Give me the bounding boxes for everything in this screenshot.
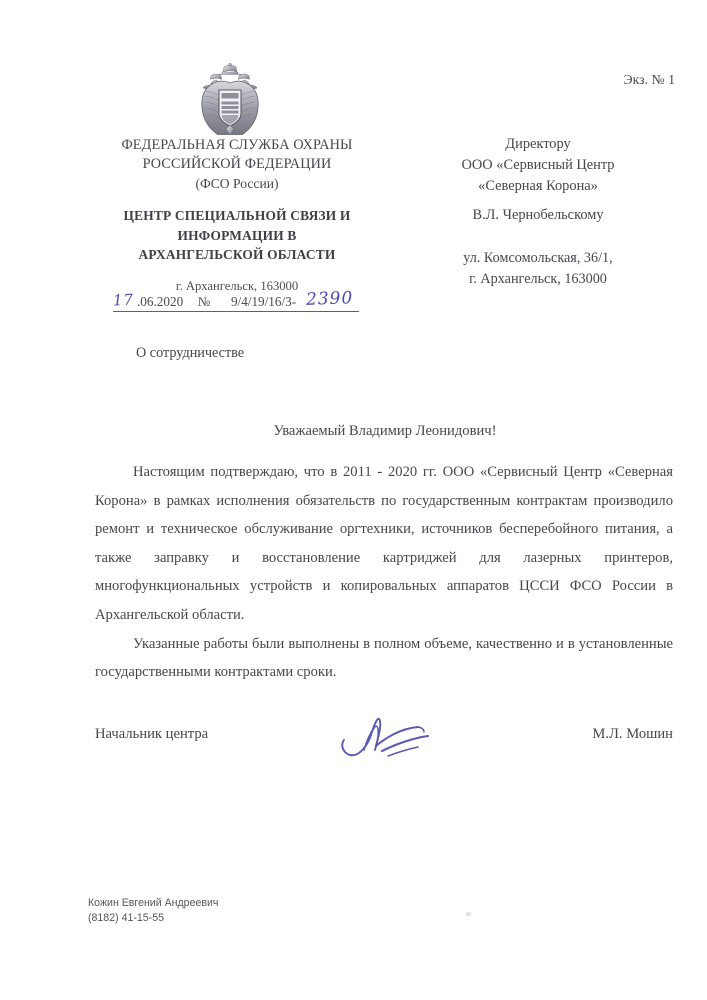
addressee-street: ул. Комсомольская, 36/1, — [463, 250, 613, 266]
fso-emblem-icon — [191, 63, 269, 135]
registration-underline — [113, 311, 359, 312]
registration-index: 9/4/19/16/3- — [230, 294, 297, 309]
handwritten-date-day: 17 — [112, 290, 135, 310]
addressee-city: г. Архангельск, 163000 — [469, 271, 607, 287]
signer-role: Начальник центра — [95, 726, 209, 742]
addressee-address — [398, 248, 678, 290]
registration-line — [113, 290, 365, 316]
footer-contact — [88, 896, 218, 925]
department-line-1: ЦЕНТР СПЕЦИАЛЬНОЙ СВЯЗИ И — [123, 208, 351, 223]
letterhead — [72, 136, 402, 295]
addressee-person: В.Л. Чернобельскому — [472, 207, 604, 223]
footer-contact-name: Кожин Евгений Андреевич — [88, 897, 219, 909]
department-line-3: АРХАНГЕЛЬСКОЙ ОБЛАСТИ — [138, 247, 336, 262]
letterhead-city: г. Архангельск, 163000 — [175, 278, 299, 293]
letter-body — [95, 458, 673, 687]
addressee-company-line-1: ООО «Сервисный Центр — [461, 157, 615, 173]
organization-abbreviation: (ФСО России) — [195, 176, 279, 191]
footer-phone: (8182) 41-15-55 — [88, 911, 164, 924]
addressee-block — [398, 134, 678, 197]
body-paragraph-1: Настоящим подтверждаю, что в 2011 - 2020 гг. ООО «Сервисный Центр «Северная Корона» в рамках исполнения обязательств по государственным контрактам производило ремонт и техническое обслуживание оргтехники, источников бесперебойного питания, а также заправку и восстановление картриджей для лазерных принтеров, многофункциональных устройств и копировальных аппаратов ЦССИ ФСО России в Архангельской области. — [95, 464, 673, 623]
copy-number: Экз. № 1 — [623, 72, 675, 87]
printed-date: .06.2020 — [137, 294, 184, 309]
department-line-2: ИНФОРМАЦИИ В — [177, 227, 297, 243]
registration-printed-part — [137, 294, 296, 310]
organization-line-2: РОССИЙСКОЙ ФЕДЕРАЦИИ — [142, 155, 332, 172]
signer-name: М.Л. Мошин — [592, 726, 673, 742]
subject-line: О сотрудничестве — [136, 345, 245, 361]
addressee-title: Директору — [505, 136, 571, 152]
greeting-line: Уважаемый Владимир Леонидович! — [273, 423, 497, 439]
scan-artifact — [466, 912, 471, 916]
handwritten-registration-number: 2390 — [305, 288, 354, 310]
number-sign-label: № — [197, 294, 211, 309]
addressee-company-line-2: «Северная Корона» — [478, 178, 598, 194]
organization-line-1: ФЕДЕРАЛЬНАЯ СЛУЖБА ОХРАНЫ — [121, 137, 353, 153]
body-paragraph-2: Указанные работы были выполнены в полном объеме, качественно и в установленные государственными контрактами сроки. — [95, 635, 673, 681]
